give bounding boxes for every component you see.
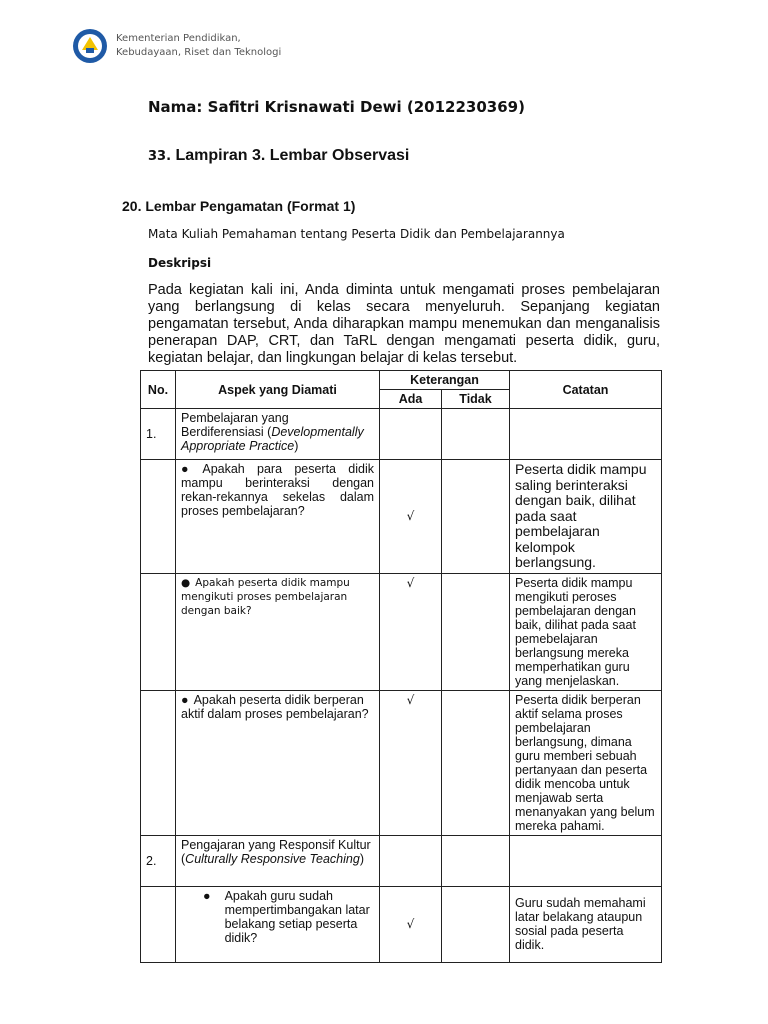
cell-empty xyxy=(510,409,662,460)
row-4-tidak xyxy=(442,886,510,962)
section-2-title xyxy=(176,835,380,886)
row-2-aspect xyxy=(176,573,380,690)
col-header-aspek: Aspek yang Diamati xyxy=(176,371,380,409)
description-paragraph: Pada kegiatan kali ini, Anda diminta untuk mengamati proses pembelajaran yang berlangsung di kelas secara menyeluruh. Sepanjang kegiatan pengamatan tersebut, Anda diharapkan mampu menemukan dan menganalisis penerapan DAP, CRT, dan TaRL dengan mengamati peserta didik, guru, kegiatan belajar, dan lingkungan belajar di kelas tersebut. xyxy=(148,282,660,366)
ministry-line-1: Kementerian Pendidikan, xyxy=(116,33,241,44)
observation-table xyxy=(140,370,662,963)
section-2-title-prefix: Pengajaran yang Responsif Kultur ( xyxy=(181,837,371,866)
ministry-line-2: Kebudayaan, Riset dan Teknologi xyxy=(116,47,282,58)
row-2-note: Peserta didik mampu mengikuti peroses pembelajaran dengan baik, dilihat pada saat pemebelajaran berlangsung mereka memperhatikan guru yang menjelaskan. xyxy=(510,573,662,690)
table-row xyxy=(141,690,662,835)
cell-empty xyxy=(141,886,176,962)
cell-empty xyxy=(510,835,662,886)
student-name: Nama: Safitri Krisnawati Dewi (2012230369) xyxy=(148,98,525,116)
col-header-catatan: Catatan xyxy=(510,371,662,409)
section-33-number: 33. xyxy=(148,149,172,164)
bullet-icon: ● xyxy=(181,576,191,589)
bullet-icon: ● xyxy=(181,692,189,707)
row-4-aspect-text: Apakah guru sudah mempertimbangakan latar belakang setiap peserta didik? xyxy=(224,888,370,945)
ministry-name xyxy=(116,32,281,60)
section-1-number: 1. xyxy=(141,409,176,460)
section-20-title: Lembar Pengamatan (Format 1) xyxy=(145,198,356,214)
row-3-aspect xyxy=(176,690,380,835)
section-2-number: 2. xyxy=(141,835,176,886)
row-4-note: Guru sudah memahami latar belakang ataupun sosial pada peserta didik. xyxy=(510,886,662,962)
row-3-aspect-text: Apakah peserta didik berperan aktif dalam proses pembelajaran? xyxy=(181,692,369,721)
table-row xyxy=(141,460,662,574)
col-header-keterangan: Keterangan xyxy=(380,371,510,390)
row-1-tidak xyxy=(442,460,510,574)
row-3-ada-check: √ xyxy=(380,690,442,835)
col-header-ada: Ada xyxy=(380,390,442,409)
row-2-tidak xyxy=(442,573,510,690)
row-4-ada-check: √ xyxy=(380,886,442,962)
section-20-heading xyxy=(122,198,355,214)
bullet-icon: ● xyxy=(203,888,211,903)
row-1-note: Peserta didik mampu saling berinteraksi dengan baik, dilihat pada saat pembelajaran kelompok berlangsung. xyxy=(510,460,662,574)
cell-empty xyxy=(442,409,510,460)
deskripsi-label: Deskripsi xyxy=(148,256,212,270)
section-1-title-prefix: Pembelajaran yang Berdiferensiasi ( xyxy=(181,411,289,439)
section-2-title-italic: Culturally Responsive Teaching xyxy=(185,851,360,866)
row-2-aspect-text: Apakah peserta didik mampu mengikuti proses pembelajaran dengan baik? xyxy=(181,576,350,617)
ministry-header xyxy=(72,28,281,64)
section-1-title-italic: Developmentally Appropriate Practice xyxy=(181,425,364,453)
cell-empty xyxy=(380,409,442,460)
section-33-heading xyxy=(148,147,409,165)
col-header-tidak: Tidak xyxy=(442,390,510,409)
row-3-tidak xyxy=(442,690,510,835)
row-3-note: Peserta didik berperan aktif selama proses pembelajaran berlangsung, dimana guru memberi sebuah pertanyaan dan peserta didik mencoba untuk menjawab serta menanyakan yang belum mereka pahami. xyxy=(510,690,662,835)
section-2-title-suffix: ) xyxy=(359,851,364,866)
row-4-aspect xyxy=(176,886,380,962)
cell-empty xyxy=(141,573,176,690)
section-1-title xyxy=(176,409,380,460)
col-header-no: No. xyxy=(141,371,176,409)
row-1-aspect xyxy=(176,460,380,574)
bullet-icon: ● xyxy=(181,462,198,476)
table-row-section-1 xyxy=(141,409,662,460)
cell-empty xyxy=(442,835,510,886)
cell-empty xyxy=(141,460,176,574)
row-1-ada-check: √ xyxy=(380,460,442,574)
row-2-ada-check: √ xyxy=(380,573,442,690)
course-title: Mata Kuliah Pemahaman tentang Peserta Didik dan Pembelajarannya xyxy=(148,227,565,241)
cell-empty xyxy=(380,835,442,886)
cell-empty xyxy=(141,690,176,835)
table-row xyxy=(141,886,662,962)
table-row xyxy=(141,573,662,690)
table-row-section-2 xyxy=(141,835,662,886)
row-1-aspect-text: Apakah para peserta didik mampu berinteraksi dengan rekan-rekannya sekelas dalam proses pembelajaran? xyxy=(181,462,374,518)
section-1-title-suffix: ) xyxy=(294,439,299,453)
section-33-title: Lampiran 3. Lembar Observasi xyxy=(175,147,410,164)
section-20-number: 20. xyxy=(122,198,142,214)
tut-wuri-handayani-logo-icon xyxy=(72,28,108,64)
